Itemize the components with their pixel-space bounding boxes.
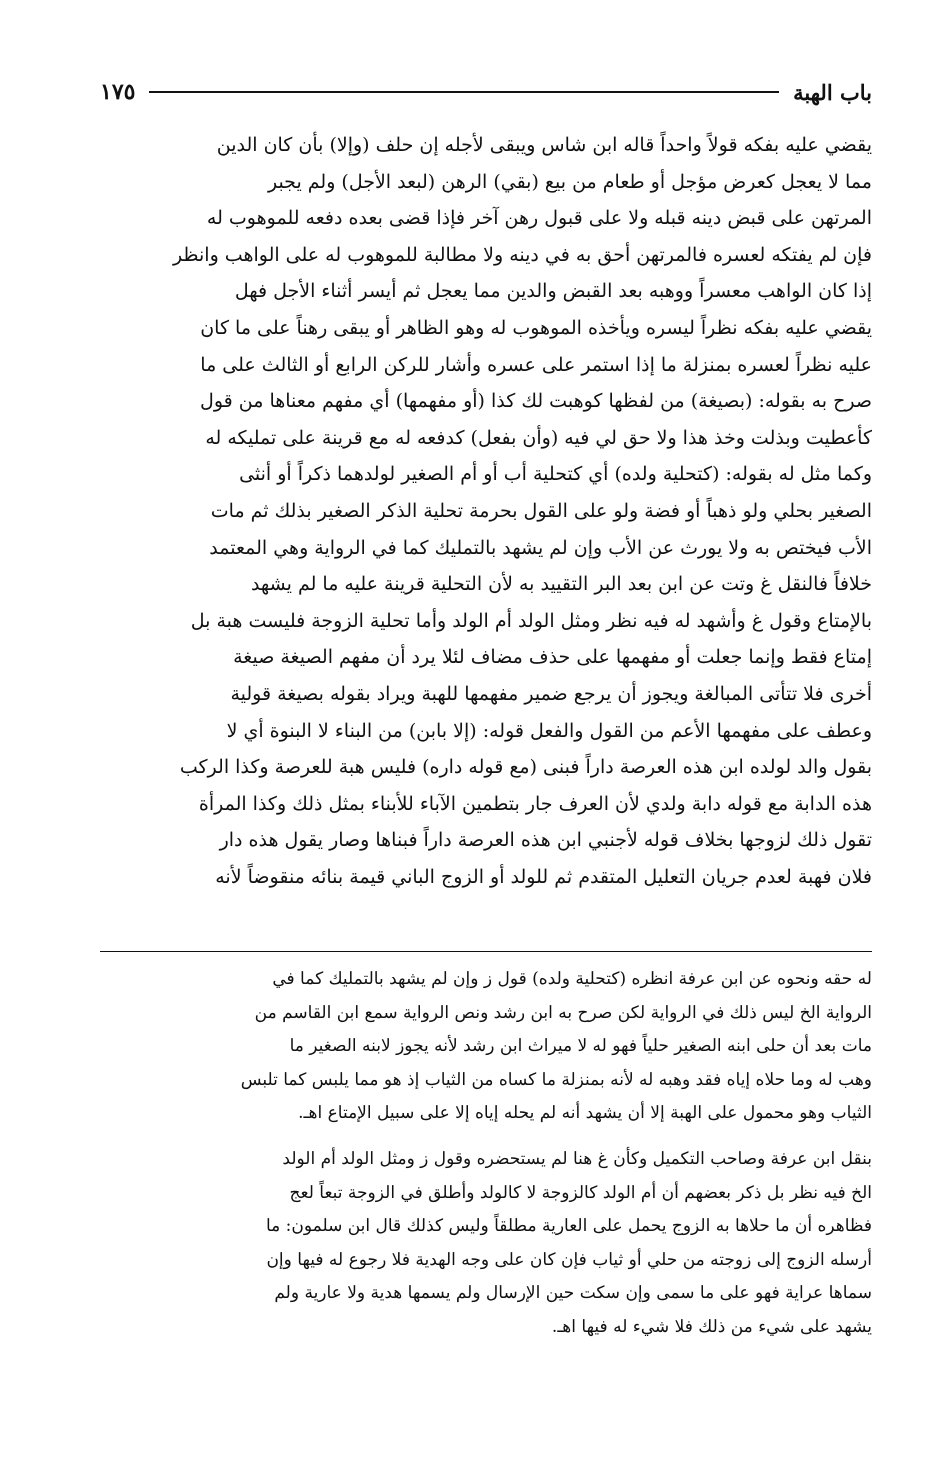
footnote-divider — [100, 951, 872, 952]
text-line: وعطف على مفهمها الأعم من القول والفعل قوله: (إلا بابن) من البناء لا البنوة أي لا — [226, 719, 872, 742]
running-title: باب الهبة — [793, 79, 872, 105]
text-line: الصغير بحلي ولو ذهباً أو فضة ولو على القول بحرمة تحلية الذكر الصغير بذلك ثم مات — [210, 499, 872, 522]
footnote-line: له حقه ونحوه عن ابن عرفة انظره (كتحلية ولده) قول ز وإن لم يشهد بالتمليك كما في — [272, 969, 872, 989]
page-number: ١٧٥ — [100, 79, 136, 105]
footnote-line: بنقل ابن عرفة وصاحب التكميل وكأن غ هنا لم يستحضره وقول ز ومثل الولد أم الولد — [282, 1148, 872, 1169]
text-line: خلافاً فالنقل غ وتت عن ابن بعد البر التقييد به لأن التحلية قرينة عليه ما لم يشهد — [250, 573, 872, 596]
text-line: مما لا يعجل كعرض مؤجل أو طعام من بيع (بقي) الرهن (لبعد الأجل) ولم يجبر — [267, 170, 872, 193]
text-line: هذه الدابة مع قوله دابة ولدي لأن العرف جار بتطمين الآباء للأبناء بمثل ذلك وكذا المرأة — [198, 792, 872, 815]
header-rule — [149, 91, 779, 93]
text-line: المرتهن على قبض دينه قبله ولا على قبول رهن آخر فإذا قضى بعده دفعه للموهوب له — [206, 207, 872, 230]
footnote-line: وهب له وما حلاه إياه فقد وهبه له لأنه بمنزلة ما كساه من الثياب إذ هو مما يلبس كما تلبس — [240, 1069, 872, 1090]
text-line: صرح به بقوله: (بصيغة) من لفظها كوهبت لك كذا (أو مفهمها) أي مفهم معناها من قول — [200, 390, 872, 413]
footnote-line: الثياب وهو محمول على الهبة إلا أن يشهد أنه لم يحله إياه إلا على سبيل الإمتاع اهـ. — [298, 1103, 872, 1124]
footnote-line: أرسله الزوج إلى زوجته من حلي أو ثياب فإن كان على وجه الهدية فلا رجوع له فيها وإن — [266, 1249, 872, 1270]
footnote-line: الرواية الخ ليس ذلك في الرواية لكن صرح به ابن رشد ونص الرواية سمع ابن القاسم من — [254, 1002, 872, 1023]
main-text — [100, 127, 872, 895]
footnote-line: مات بعد أن حلى ابنه الصغير حلياً فهو له لا ميراث ابن رشد لأنه يجوز لابنه الصغير ما — [289, 1036, 872, 1057]
text-line: يقضي عليه بفكه قولاً واحداً قاله ابن شاس ويبقى لأجله إن حلف (وإلا) بأن كان الدين — [216, 134, 872, 156]
footnote-line: يشهد على شيء من ذلك فلا شيء له فيها اهـ. — [551, 1316, 872, 1337]
text-line: إذا كان الواهب معسراً ووهبه بعد القبض والدين مما يعجل ثم أيسر أثناء الأجل فهل — [234, 280, 872, 303]
text-line: بقول والد لولده ابن هذه العرصة داراً فبنى (مع قوله داره) فليس هبة للعرصة وكذا الركب — [179, 756, 872, 779]
text-line: تقول ذلك لزوجها بخلاف قوله لأجنبي ابن هذه العرصة داراً فبناها وصار يقول هذه دار — [219, 829, 872, 852]
text-line: الأب فيختص به ولا يورث عن الأب وإن لم يشهد بالتمليك كما في الرواية وهي المعتمد — [209, 536, 872, 559]
text-line: أخرى فلا تتأتى المبالغة ويجوز أن يرجع ضمير مفهمها للهبة ويراد بقوله بصيغة قولية — [230, 682, 872, 705]
paragraph-gap — [100, 1131, 872, 1143]
footnote-line: فظاهره أن ما حلاها به الزوج يحمل على العارية مطلقاً وليس كذلك قال ابن سلمون: ما — [265, 1216, 872, 1237]
text-line: فإن لم يفتكه لعسره فالمرتهن أحق به في دينه ولا مطالبة للموهوب له على الواهب وانظر — [172, 243, 872, 266]
text-line: عليه نظراً لعسره بمنزلة ما إذا استمر على عسره وأشار للركن الرابع أو الثالث على ما — [200, 353, 872, 376]
page-header — [100, 72, 872, 112]
text-line: يقضي عليه بفكه نظراً ليسره ويأخذه الموهوب له وهو الظاهر أو يبقى رهناً على ما كان — [200, 316, 872, 339]
text-line: كأعطيت وبذلت وخذ هذا ولا حق لي فيه (وأن بفعل) كدفعه له مع قرينة على تمليكه له — [205, 426, 872, 449]
text-line: وكما مثل له بقوله: (كتحلية ولده) أي كتحلية أب أو أم الصغير لولدهما ذكراً أو أنثى — [239, 463, 872, 486]
footnotes — [100, 963, 872, 1345]
text-line: إمتاع فقط وإنما جعلت أو مفهمها على حذف مضاف لئلا يرد أن مفهم الصيغة صيغة — [233, 646, 872, 669]
footnote-line: سماها عراية فهو على ما سمى وإن سكت حين الإرسال ولم يسمها هدية ولا عارية ولم — [274, 1283, 872, 1304]
text-line: بالإمتاع وقول غ وأشهد له فيه نظر ومثل الولد أم الولد وأما تحلية الزوجة فليست هبة بل — [190, 609, 872, 632]
text-line: فلان فهبة لعدم جريان التعليل المتقدم ثم للولد أو الزوج الباني قيمة بنائه منقوضاً لأنه — [215, 865, 872, 888]
footnote-line: الخ فيه نظر بل ذكر بعضهم أن أم الولد كالزوجة لا كالولد وأطلق في الزوجة تبعاً لعج — [289, 1182, 872, 1203]
